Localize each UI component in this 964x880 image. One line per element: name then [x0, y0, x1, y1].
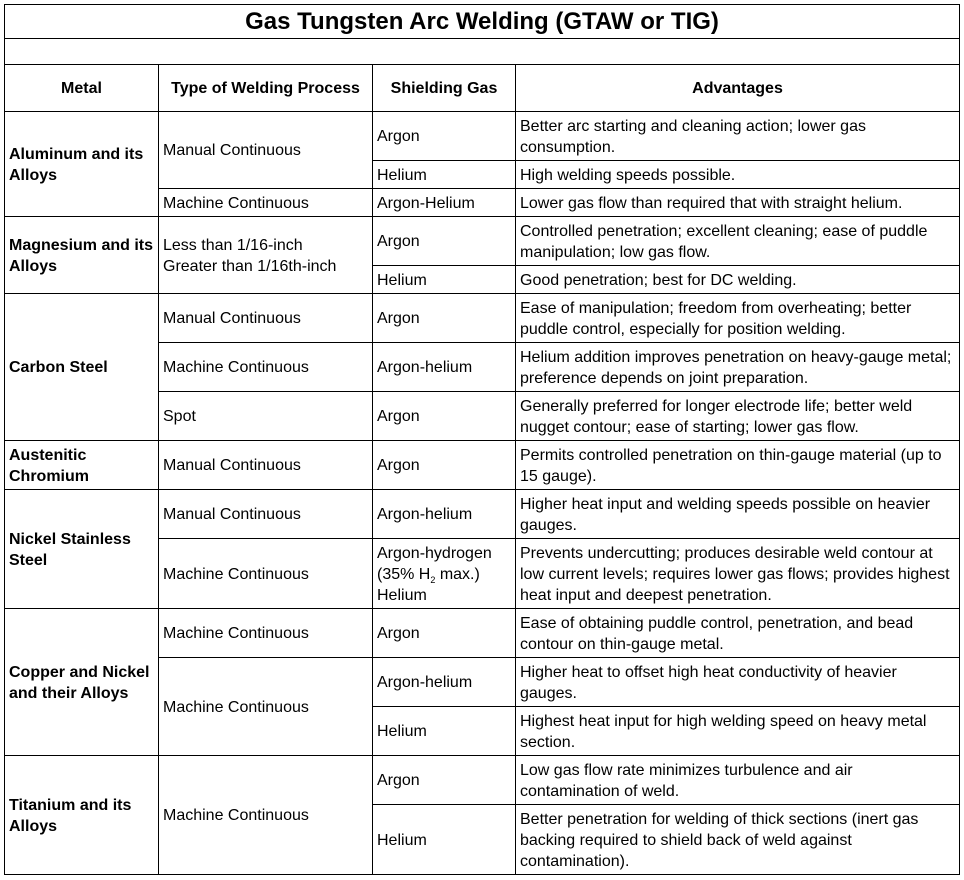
gas-line: Helium [377, 586, 427, 604]
table-row [5, 112, 960, 161]
advantages-cell: Generally preferred for longer electrode life; better weld nugget contour; ease of starting; lower gas flow. [516, 392, 960, 441]
table-title: Gas Tungsten Arc Welding (GTAW or TIG) [5, 5, 960, 39]
advantages-cell: High welding speeds possible. [516, 161, 960, 189]
process-cell: Manual Continuous [159, 441, 373, 490]
gas-line: max.) [435, 565, 480, 583]
gas-cell: Helium [373, 707, 516, 756]
gas-line: (35% H [377, 565, 431, 583]
process-cell: Less than 1/16-inch Greater than 1/16th-inch [159, 217, 373, 294]
advantages-cell: Higher heat to offset high heat conductivity of heavier gauges. [516, 658, 960, 707]
advantages-cell: Higher heat input and welding speeds possible on heavier gauges. [516, 490, 960, 539]
table-row [5, 217, 960, 266]
process-cell: Manual Continuous [159, 112, 373, 189]
advantages-cell: Good penetration; best for DC welding. [516, 266, 960, 294]
process-cell: Machine Continuous [159, 658, 373, 756]
header-advantages: Advantages [516, 65, 960, 112]
advantages-cell: Helium addition improves penetration on heavy-gauge metal; preference depends on joint preparation. [516, 343, 960, 392]
gas-cell: Argon-helium [373, 490, 516, 539]
process-cell: Machine Continuous [159, 189, 373, 217]
table-row [5, 294, 960, 343]
advantages-cell: Permits controlled penetration on thin-gauge material (up to 15 gauge). [516, 441, 960, 490]
gas-cell: Argon-helium [373, 658, 516, 707]
header-metal: Metal [5, 65, 159, 112]
metal-cell: Magnesium and its Alloys [5, 217, 159, 294]
metal-cell: Nickel Stainless Steel [5, 490, 159, 609]
gas-line: Argon-hydrogen [377, 544, 492, 562]
advantages-cell: Low gas flow rate minimizes turbulence and air contamination of weld. [516, 756, 960, 805]
advantages-cell: Better arc starting and cleaning action; lower gas consumption. [516, 112, 960, 161]
metal-cell: Austenitic Chromium [5, 441, 159, 490]
process-cell: Machine Continuous [159, 343, 373, 392]
gas-cell [373, 539, 516, 609]
metal-cell: Carbon Steel [5, 294, 159, 441]
blank-row [5, 39, 960, 65]
gas-cell: Helium [373, 266, 516, 294]
process-cell: Manual Continuous [159, 490, 373, 539]
header-gas: Shielding Gas [373, 65, 516, 112]
gas-cell: Argon [373, 441, 516, 490]
metal-cell: Copper and Nickel and their Alloys [5, 609, 159, 756]
gas-cell: Argon-Helium [373, 189, 516, 217]
process-cell: Spot [159, 392, 373, 441]
process-cell: Manual Continuous [159, 294, 373, 343]
process-cell: Machine Continuous [159, 756, 373, 875]
advantages-cell: Better penetration for welding of thick sections (inert gas backing required to shield back of weld against contamination). [516, 805, 960, 875]
blank-cell [5, 39, 960, 65]
gas-cell: Argon [373, 392, 516, 441]
gas-cell: Argon [373, 756, 516, 805]
gas-cell: Argon [373, 294, 516, 343]
advantages-cell: Ease of obtaining puddle control, penetration, and bead contour on thin-gauge metal. [516, 609, 960, 658]
gas-cell: Argon [373, 609, 516, 658]
header-process: Type of Welding Process [159, 65, 373, 112]
header-row [5, 65, 960, 112]
process-cell: Machine Continuous [159, 539, 373, 609]
metal-cell: Aluminum and its Alloys [5, 112, 159, 217]
table-row [5, 441, 960, 490]
title-row [5, 5, 960, 39]
advantages-cell: Controlled penetration; excellent cleaning; ease of puddle manipulation; low gas flow. [516, 217, 960, 266]
gas-cell: Argon [373, 217, 516, 266]
process-cell: Machine Continuous [159, 609, 373, 658]
table-row [5, 490, 960, 539]
subscript: 2 [430, 574, 436, 585]
table-row [5, 609, 960, 658]
advantages-cell: Prevents undercutting; produces desirable weld contour at low current levels; requires lower gas flows; provides highest heat input and deepest penetration. [516, 539, 960, 609]
welding-table [4, 4, 960, 875]
metal-cell: Titanium and its Alloys [5, 756, 159, 875]
gas-cell: Argon-helium [373, 343, 516, 392]
gas-cell: Helium [373, 161, 516, 189]
advantages-cell: Ease of manipulation; freedom from overheating; better puddle control, especially for position welding. [516, 294, 960, 343]
gas-cell: Helium [373, 805, 516, 875]
table-row [5, 756, 960, 805]
gas-cell: Argon [373, 112, 516, 161]
advantages-cell: Lower gas flow than required that with straight helium. [516, 189, 960, 217]
advantages-cell: Highest heat input for high welding speed on heavy metal section. [516, 707, 960, 756]
